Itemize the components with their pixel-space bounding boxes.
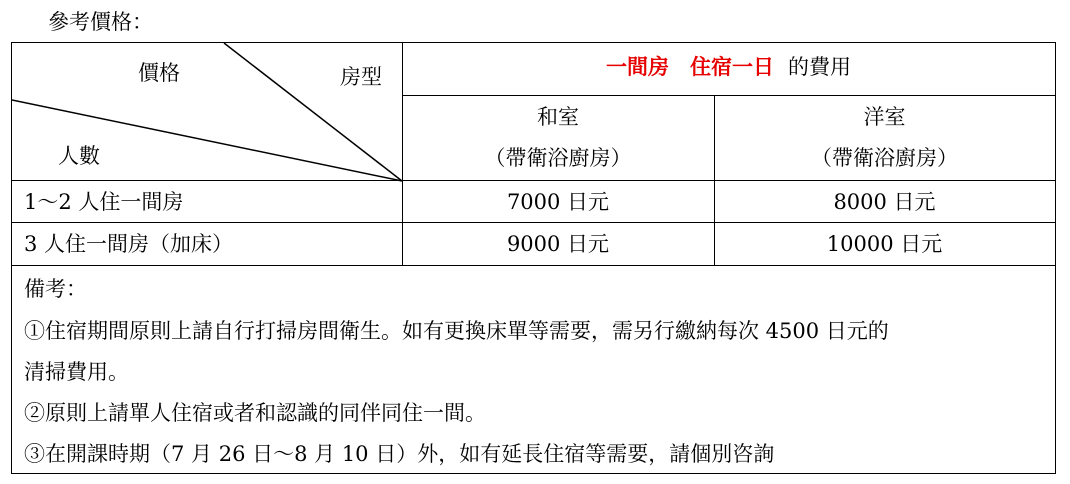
row-divider-1: [12, 222, 1055, 223]
notes-heading: 備考：: [24, 277, 87, 301]
note-line-2: 清掃費用。: [24, 360, 129, 384]
price-western-row-2: 10000 日元: [826, 232, 943, 256]
note-line-3: ②原則上請單人住宿或者和認識的同伴同住一間。: [24, 401, 486, 425]
row-divider-header: [12, 180, 1055, 181]
table-title-highlight: 一間房 住宿一日: [606, 55, 774, 79]
room-type-japanese-name: 和室: [537, 105, 579, 129]
corner-label-price: 價格: [138, 61, 180, 85]
note-line-4: ③在開課時期（7 月 26 日～8 月 10 日）外，如有延長住宿等需要，請個別咨詢: [24, 442, 775, 466]
table-title-suffix: 的費用: [788, 55, 851, 79]
corner-label-people: 人數: [58, 144, 100, 168]
section-label: 參考價格：: [48, 10, 153, 34]
price-japanese-row-1: 7000 日元: [506, 190, 610, 214]
row-divider-title: [402, 95, 1055, 96]
room-type-western-name: 洋室: [863, 105, 906, 129]
row-divider-2: [12, 265, 1055, 266]
price-table: [11, 42, 1056, 474]
price-western-row-1: 8000 日元: [833, 190, 936, 214]
price-japanese-row-2: 9000 日元: [506, 232, 610, 256]
corner-label-room-type: 房型: [340, 65, 382, 89]
row-label-2: 3 人住一間房（加床）: [24, 232, 234, 256]
room-type-japanese-note: （帶衛浴廚房）: [484, 146, 632, 170]
room-type-western-note: （帶衛浴廚房）: [811, 146, 958, 170]
table-title: [402, 53, 1055, 81]
note-line-1: ①住宿期間原則上請自行打掃房間衛生。如有更換床單等需要，需另行繳納每次 4500 日元的: [24, 319, 889, 343]
row-label-1: 1～2 人住一間房: [24, 190, 184, 214]
